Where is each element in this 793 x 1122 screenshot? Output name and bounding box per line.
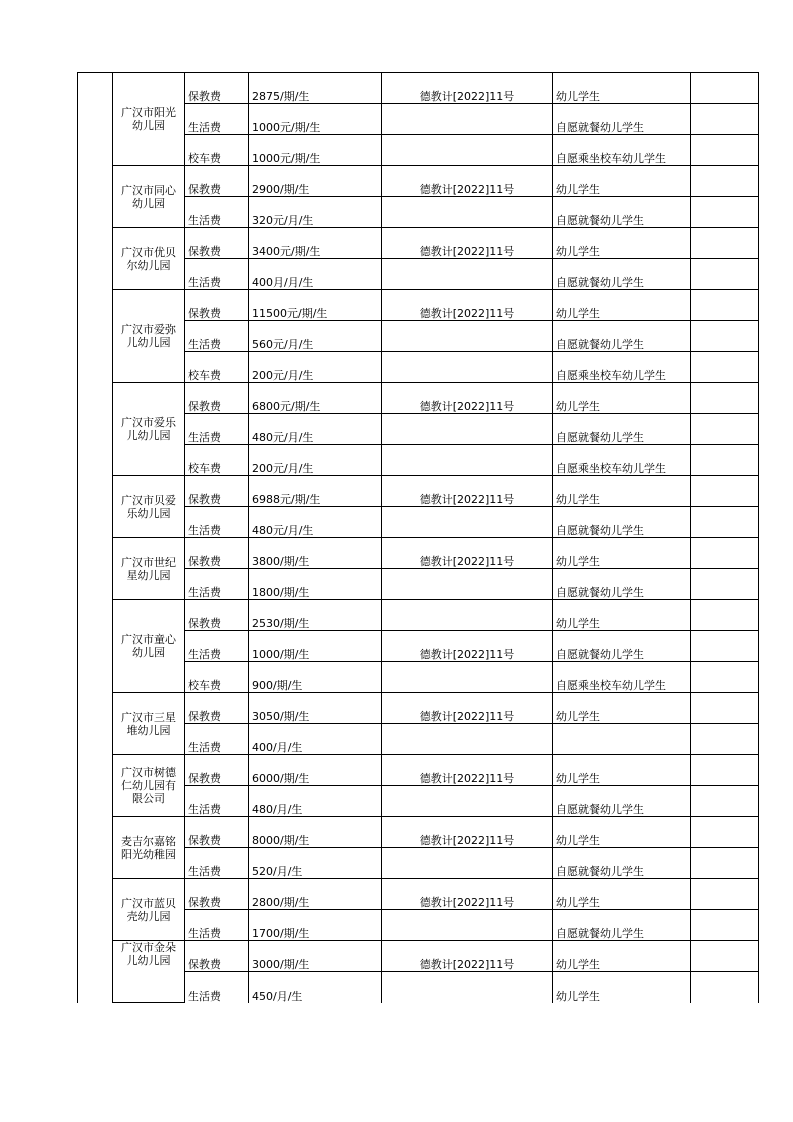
remark-cell: [691, 104, 759, 135]
fee-item: 保教费: [185, 817, 249, 848]
fee-target: 自愿就餐幼儿学生: [553, 414, 691, 445]
remark-cell: [691, 724, 759, 755]
remark-cell: [691, 321, 759, 352]
fee-basis: 德教计[2022]11号: [382, 941, 553, 972]
fee-standard: 2875/期/生: [249, 73, 382, 104]
fee-basis: [382, 600, 553, 631]
fee-row: [78, 600, 759, 631]
fee-target: 幼儿学生: [553, 228, 691, 259]
fee-standard: 2900/期/生: [249, 166, 382, 197]
fee-target: 幼儿学生: [553, 383, 691, 414]
fee-item: 生活费: [185, 910, 249, 941]
remark-cell: [691, 507, 759, 538]
remark-cell: [691, 693, 759, 724]
fee-target: 幼儿学生: [553, 817, 691, 848]
fee-standard: 1800/期/生: [249, 569, 382, 600]
remark-cell: [691, 197, 759, 228]
fee-standard: 1000/期/生: [249, 631, 382, 662]
fee-row: [78, 941, 759, 972]
remark-cell: [691, 910, 759, 941]
fee-target: 自愿就餐幼儿学生: [553, 848, 691, 879]
fee-item: 校车费: [185, 135, 249, 166]
remark-cell: [691, 972, 759, 1003]
fee-item: 保教费: [185, 476, 249, 507]
fee-standard: 450/月/生: [249, 972, 382, 1003]
kindergarten-name: 广汉市树德仁幼儿园有限公司: [113, 755, 185, 817]
fee-standard: 8000/期/生: [249, 817, 382, 848]
fee-basis: 德教计[2022]11号: [382, 476, 553, 507]
fee-item: 生活费: [185, 414, 249, 445]
fee-item: 保教费: [185, 693, 249, 724]
fee-row: [78, 228, 759, 259]
fee-row: [78, 693, 759, 724]
fee-basis: [382, 972, 553, 1003]
kindergarten-name: 广汉市同心幼儿园: [113, 166, 185, 228]
fee-standard: 6988元/期/生: [249, 476, 382, 507]
fee-row: [78, 817, 759, 848]
fee-standard: 320元/月/生: [249, 197, 382, 228]
kindergarten-name: 麦吉尔嘉铭阳光幼稚园: [113, 817, 185, 879]
fee-basis: 德教计[2022]11号: [382, 879, 553, 910]
fee-item: 校车费: [185, 662, 249, 693]
fee-target: 自愿就餐幼儿学生: [553, 321, 691, 352]
fee-target: 幼儿学生: [553, 290, 691, 321]
fee-standard: 2530/期/生: [249, 600, 382, 631]
fee-row: [78, 755, 759, 786]
fee-basis: [382, 445, 553, 476]
fee-basis: [382, 414, 553, 445]
fee-basis: 德教计[2022]11号: [382, 693, 553, 724]
fee-row: [78, 383, 759, 414]
fee-target: 自愿乘坐校车幼儿学生: [553, 662, 691, 693]
fee-target: 幼儿学生: [553, 941, 691, 972]
fee-row: [78, 476, 759, 507]
remark-cell: [691, 755, 759, 786]
kindergarten-name: 广汉市优贝尔幼儿园: [113, 228, 185, 290]
remark-cell: [691, 600, 759, 631]
remark-cell: [691, 817, 759, 848]
remark-cell: [691, 569, 759, 600]
remark-cell: [691, 290, 759, 321]
fee-item: 保教费: [185, 166, 249, 197]
fee-item: 保教费: [185, 73, 249, 104]
fee-basis: 德教计[2022]11号: [382, 383, 553, 414]
remark-cell: [691, 941, 759, 972]
fee-standard: 400/月/生: [249, 724, 382, 755]
fee-target: 幼儿学生: [553, 476, 691, 507]
fee-standard: 3000/期/生: [249, 941, 382, 972]
fee-standard: 1000元/期/生: [249, 135, 382, 166]
fee-basis: [382, 321, 553, 352]
fee-target: 自愿乘坐校车幼儿学生: [553, 135, 691, 166]
kindergarten-name: 广汉市三星堆幼儿园: [113, 693, 185, 755]
remark-cell: [691, 414, 759, 445]
fee-item: 保教费: [185, 228, 249, 259]
fee-target: 自愿就餐幼儿学生: [553, 507, 691, 538]
fee-row: [78, 73, 759, 104]
fee-target: 幼儿学生: [553, 600, 691, 631]
fee-item: 生活费: [185, 104, 249, 135]
remark-cell: [691, 848, 759, 879]
fee-basis: 德教计[2022]11号: [382, 631, 553, 662]
fee-basis: 德教计[2022]11号: [382, 755, 553, 786]
fee-target: 幼儿学生: [553, 693, 691, 724]
fee-item: 生活费: [185, 631, 249, 662]
fee-standard: 200元/月/生: [249, 445, 382, 476]
remark-cell: [691, 662, 759, 693]
fee-item: 生活费: [185, 724, 249, 755]
fee-basis: [382, 259, 553, 290]
remark-cell: [691, 259, 759, 290]
fee-basis: 德教计[2022]11号: [382, 166, 553, 197]
fee-standard: 3050/期/生: [249, 693, 382, 724]
fee-standard: 6000/期/生: [249, 755, 382, 786]
kindergarten-name: 广汉市爱弥儿幼儿园: [113, 290, 185, 383]
remark-cell: [691, 135, 759, 166]
fee-target: 自愿就餐幼儿学生: [553, 569, 691, 600]
fee-standard: 1000元/期/生: [249, 104, 382, 135]
fee-item: 保教费: [185, 290, 249, 321]
fee-table-body: [78, 73, 759, 1003]
kindergarten-name: 广汉市金朵儿幼儿园: [113, 941, 185, 1003]
fee-basis: [382, 197, 553, 228]
fee-basis: [382, 786, 553, 817]
fee-standard: 520/月/生: [249, 848, 382, 879]
kindergarten-name: 广汉市贝爱乐幼儿园: [113, 476, 185, 538]
fee-basis: 德教计[2022]11号: [382, 73, 553, 104]
fee-basis: [382, 848, 553, 879]
fee-standard: 400月/月/生: [249, 259, 382, 290]
fee-target: 幼儿学生: [553, 972, 691, 1003]
fee-target: 自愿就餐幼儿学生: [553, 910, 691, 941]
fee-standard: 1700/期/生: [249, 910, 382, 941]
fee-item: 生活费: [185, 786, 249, 817]
fee-target: 自愿乘坐校车幼儿学生: [553, 445, 691, 476]
fee-target: 幼儿学生: [553, 879, 691, 910]
fee-basis: 德教计[2022]11号: [382, 290, 553, 321]
fee-item: 保教费: [185, 755, 249, 786]
fee-target: 幼儿学生: [553, 755, 691, 786]
fee-item: 生活费: [185, 259, 249, 290]
fee-table: [77, 72, 759, 1003]
remark-cell: [691, 166, 759, 197]
fee-standard: 11500元/期/生: [249, 290, 382, 321]
fee-basis: [382, 662, 553, 693]
fee-item: 生活费: [185, 507, 249, 538]
fee-standard: 560元/月/生: [249, 321, 382, 352]
fee-item: 校车费: [185, 352, 249, 383]
fee-item: 保教费: [185, 383, 249, 414]
fee-standard: 480元/月/生: [249, 414, 382, 445]
fee-item: 保教费: [185, 600, 249, 631]
kindergarten-name: 广汉市阳光幼儿园: [113, 73, 185, 166]
fee-basis: 德教计[2022]11号: [382, 817, 553, 848]
remark-cell: [691, 445, 759, 476]
fee-standard: 200元/月/生: [249, 352, 382, 383]
remark-cell: [691, 476, 759, 507]
fee-row: [78, 166, 759, 197]
remark-cell: [691, 383, 759, 414]
fee-item: 生活费: [185, 321, 249, 352]
kindergarten-name: 广汉市童心幼儿园: [113, 600, 185, 693]
fee-target: 幼儿学生: [553, 166, 691, 197]
remark-cell: [691, 538, 759, 569]
fee-basis: [382, 507, 553, 538]
fee-item: 保教费: [185, 538, 249, 569]
fee-basis: [382, 104, 553, 135]
kindergarten-name: 广汉市世纪星幼儿园: [113, 538, 185, 600]
kindergarten-name: 广汉市爱乐儿幼儿园: [113, 383, 185, 476]
fee-target: 自愿就餐幼儿学生: [553, 104, 691, 135]
remark-cell: [691, 73, 759, 104]
fee-standard: 900/期/生: [249, 662, 382, 693]
kindergarten-name: 广汉市蓝贝壳幼儿园: [113, 879, 185, 941]
region-cell: [78, 73, 113, 1003]
fee-target: 自愿就餐幼儿学生: [553, 786, 691, 817]
fee-basis: [382, 724, 553, 755]
fee-basis: 德教计[2022]11号: [382, 228, 553, 259]
fee-item: 生活费: [185, 569, 249, 600]
fee-basis: [382, 352, 553, 383]
fee-item: 生活费: [185, 197, 249, 228]
fee-standard: 480元/月/生: [249, 507, 382, 538]
remark-cell: [691, 352, 759, 383]
fee-item: 生活费: [185, 848, 249, 879]
fee-standard: 6800元/期/生: [249, 383, 382, 414]
fee-basis: [382, 569, 553, 600]
fee-basis: [382, 135, 553, 166]
fee-item: 校车费: [185, 445, 249, 476]
fee-target: 自愿就餐幼儿学生: [553, 259, 691, 290]
fee-standard: 2800/期/生: [249, 879, 382, 910]
fee-standard: 3400元/期/生: [249, 228, 382, 259]
remark-cell: [691, 786, 759, 817]
fee-target: 幼儿学生: [553, 538, 691, 569]
fee-target: 自愿就餐幼儿学生: [553, 197, 691, 228]
fee-item: 生活费: [185, 972, 249, 1003]
fee-standard: 3800/期/生: [249, 538, 382, 569]
remark-cell: [691, 228, 759, 259]
remark-cell: [691, 879, 759, 910]
remark-cell: [691, 631, 759, 662]
fee-basis: 德教计[2022]11号: [382, 538, 553, 569]
fee-item: 保教费: [185, 879, 249, 910]
fee-row: [78, 879, 759, 910]
fee-target: 自愿就餐幼儿学生: [553, 631, 691, 662]
fee-target: 自愿乘坐校车幼儿学生: [553, 352, 691, 383]
fee-standard: 480/月/生: [249, 786, 382, 817]
fee-row: [78, 290, 759, 321]
fee-item: 保教费: [185, 941, 249, 972]
fee-target: 幼儿学生: [553, 73, 691, 104]
fee-row: [78, 538, 759, 569]
fee-basis: [382, 910, 553, 941]
fee-target: [553, 724, 691, 755]
